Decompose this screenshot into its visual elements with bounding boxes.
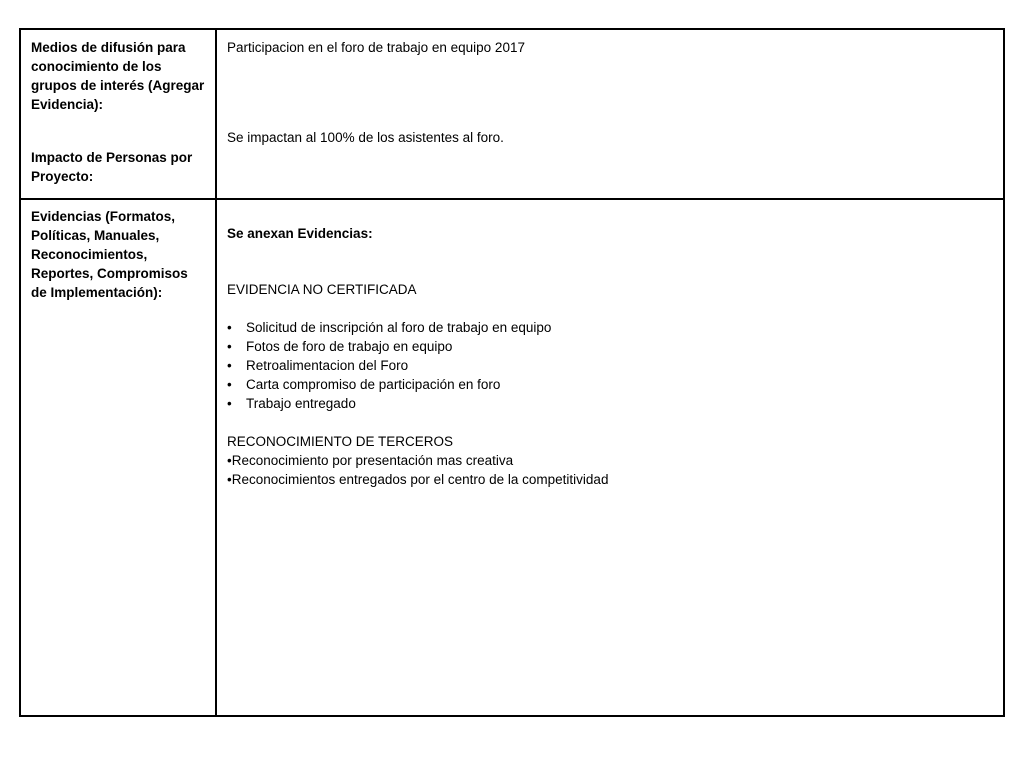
label-evidencias: Evidencias (Formatos, Políticas, Manuales, Reconocimientos, Reportes, Compromisos de Implementación): bbox=[31, 209, 188, 300]
label-medios-difusion: Medios de difusión para conocimiento de los grupos de interés (Agregar Evidencia): bbox=[31, 40, 205, 112]
value-impacto: Se impactan al 100% de los asistentes al foro. bbox=[227, 130, 504, 145]
label-impacto-personas: Impacto de Personas por Proyecto: bbox=[31, 150, 193, 184]
list-item-text: Reconocimiento por presentación mas creativa bbox=[231, 453, 514, 468]
list-item: • Solicitud de inscripción al foro de trabajo en equipo bbox=[227, 318, 551, 337]
evidencias-heading: Se anexan Evidencias: bbox=[227, 226, 373, 241]
terceros-list bbox=[227, 451, 608, 489]
column-divider bbox=[215, 30, 217, 715]
section-no-certificada-title: EVIDENCIA NO CERTIFICADA bbox=[227, 282, 417, 297]
list-item bbox=[227, 470, 608, 489]
value-participacion: Participacion en el foro de trabajo en equipo 2017 bbox=[227, 40, 525, 55]
list-item: • Retroalimentacion del Foro bbox=[227, 356, 551, 375]
list-item: • Fotos de foro de trabajo en equipo bbox=[227, 337, 551, 356]
list-item: • Carta compromiso de participación en foro bbox=[227, 375, 551, 394]
list-item-text: Reconocimientos entregados por el centro de la competitividad bbox=[231, 472, 609, 487]
row-divider bbox=[21, 198, 1003, 200]
no-certificada-list bbox=[227, 318, 551, 413]
list-item bbox=[227, 451, 608, 470]
section-terceros-title: RECONOCIMIENTO DE TERCEROS bbox=[227, 434, 454, 449]
info-table bbox=[19, 28, 1005, 717]
list-item: • Trabajo entregado bbox=[227, 394, 551, 413]
